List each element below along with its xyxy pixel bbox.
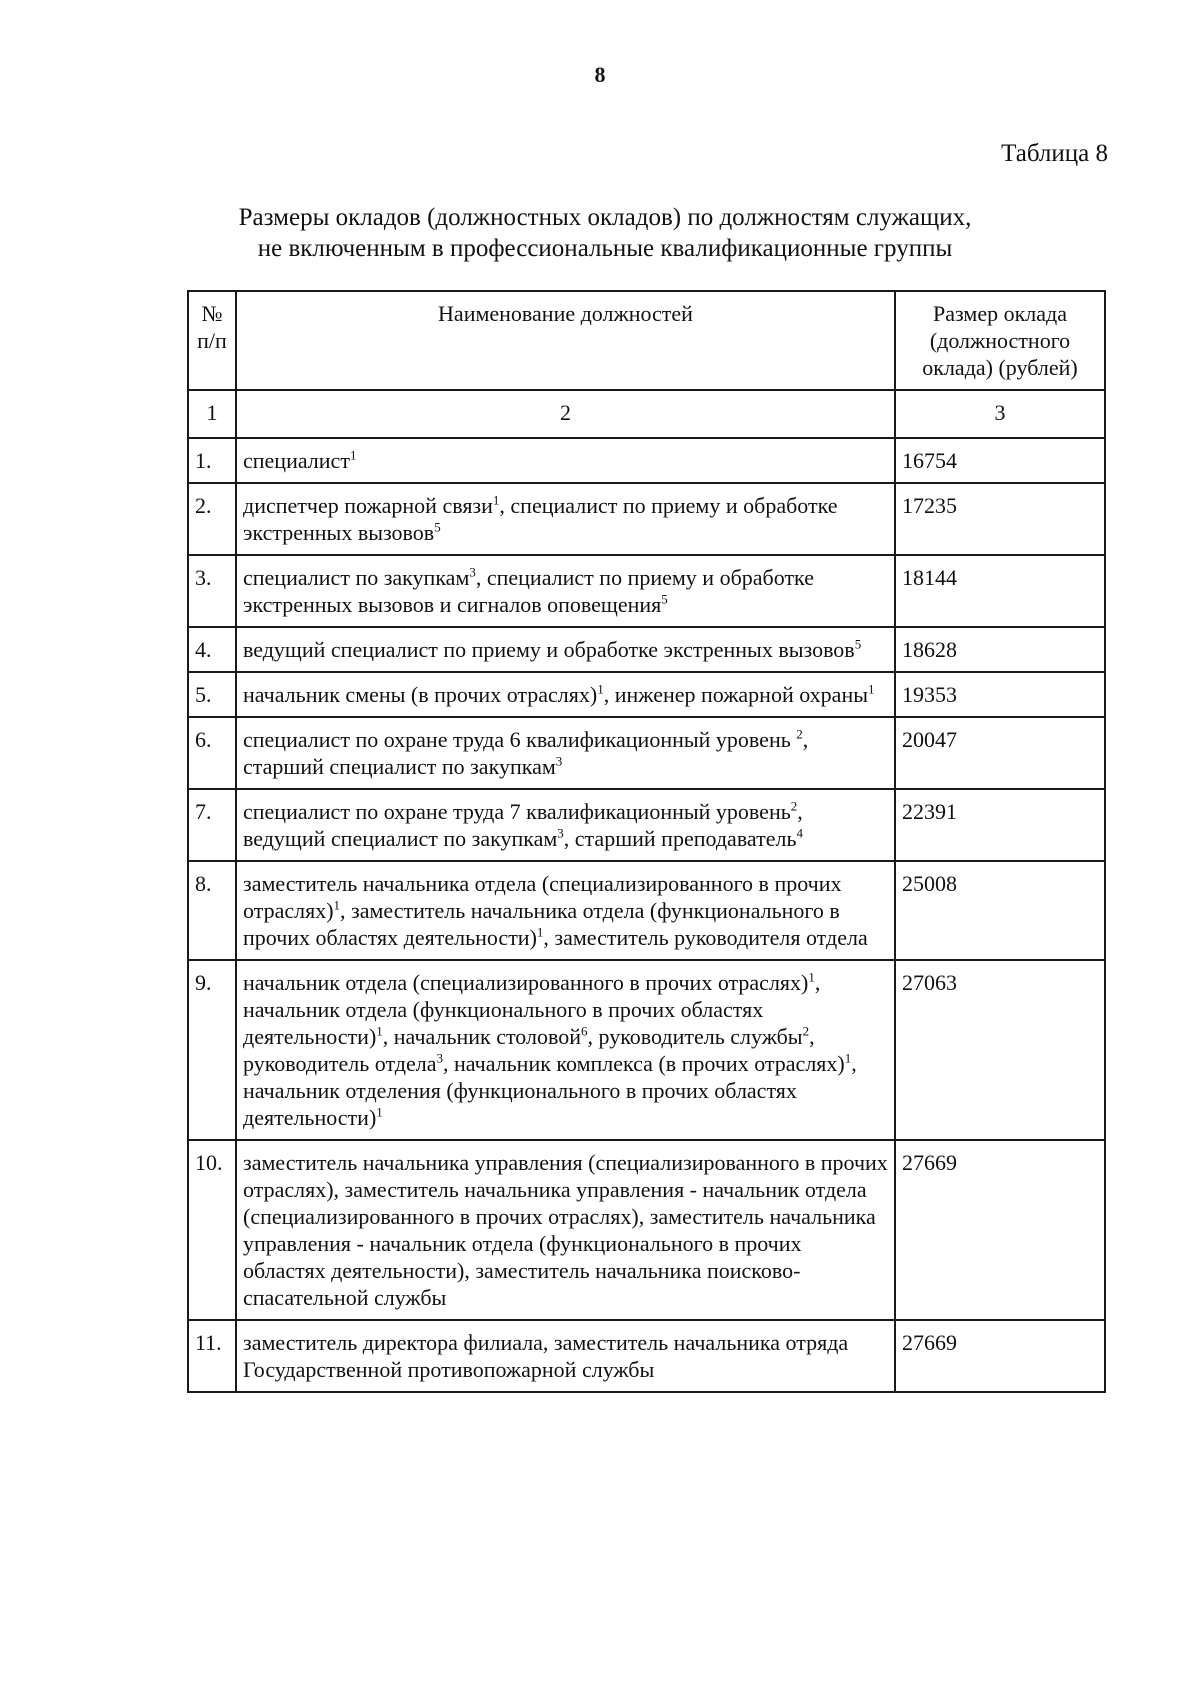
footnote-marker: 3 bbox=[555, 753, 563, 769]
header-number bbox=[188, 291, 236, 390]
table-row bbox=[188, 555, 1105, 627]
row-number: 3. bbox=[188, 555, 236, 627]
footnote-marker: 1 bbox=[536, 924, 544, 940]
position-text: , специалист по приему и обработке экстренных вызовов и сигналов оповещения bbox=[243, 565, 814, 617]
position-text: , руководитель отдела bbox=[243, 1024, 815, 1076]
position-name bbox=[236, 627, 895, 672]
position-text: , начальник столовой bbox=[382, 1024, 581, 1049]
footnote-marker: 5 bbox=[661, 591, 668, 607]
salary-value: 20047 bbox=[895, 717, 1105, 789]
position-text: , руководитель службы bbox=[587, 1024, 803, 1049]
header-position-name: Наименование должностей bbox=[236, 291, 895, 390]
row-number: 1. bbox=[188, 438, 236, 483]
position-text: специалист bbox=[243, 448, 350, 473]
position-name bbox=[236, 717, 895, 789]
position-text: , старший преподаватель bbox=[563, 826, 797, 851]
position-text: специалист по охране труда 6 квалификационный уровень bbox=[243, 727, 797, 752]
header-salary-line: Размер оклада bbox=[933, 301, 1067, 326]
table-row bbox=[188, 861, 1105, 960]
footnote-marker: 4 bbox=[796, 825, 803, 841]
table-row bbox=[188, 1140, 1105, 1320]
footnote-marker: 1 bbox=[349, 447, 357, 463]
salary-value: 18628 bbox=[895, 627, 1105, 672]
footnote-marker: 1 bbox=[333, 897, 341, 913]
row-number: 2. bbox=[188, 483, 236, 555]
position-name bbox=[236, 1320, 895, 1392]
row-number: 6. bbox=[188, 717, 236, 789]
position-text: , начальник отделения (функционального в прочих областях деятельности) bbox=[243, 1051, 857, 1130]
table-row bbox=[188, 438, 1105, 483]
title-line: Размеры окладов (должностных окладов) по должностям служащих, bbox=[238, 204, 972, 231]
page-number: 8 bbox=[594, 62, 606, 87]
footnote-marker: 1 bbox=[844, 1050, 852, 1066]
footnote-marker: 2 bbox=[802, 1023, 810, 1039]
column-number: 2 bbox=[236, 390, 895, 438]
position-name bbox=[236, 1140, 895, 1320]
salary-value: 27063 bbox=[895, 960, 1105, 1140]
table-row bbox=[188, 960, 1105, 1140]
footnote-marker: 5 bbox=[854, 636, 862, 652]
salary-value: 17235 bbox=[895, 483, 1105, 555]
footnote-marker: 1 bbox=[376, 1023, 383, 1039]
footnote-marker: 3 bbox=[557, 825, 564, 841]
position-text: , заместитель начальника отдела (функционального в прочих областях деятельности) bbox=[243, 898, 840, 950]
position-text: заместитель начальника управления (специализированного в прочих отраслях), заместитель начальника управления - начальник отдела (специализированного в прочих отраслях), заместитель начальника управления - начальник отдела (функционального в прочих областях деятельности), заместитель начальника поисково-спасательной службы bbox=[243, 1150, 888, 1310]
position-text: , заместитель руководителя отдела bbox=[543, 925, 868, 950]
position-name bbox=[236, 438, 895, 483]
position-text: заместитель директора филиала, заместитель начальника отряда Государственной противопожарной службы bbox=[243, 1330, 849, 1382]
column-number-row bbox=[188, 390, 1105, 438]
header-number-line: № bbox=[201, 301, 223, 326]
salary-value: 27669 bbox=[895, 1320, 1105, 1392]
footnote-marker: 3 bbox=[436, 1050, 443, 1066]
title-line: не включенным в профессиональные квалификационные группы bbox=[257, 235, 953, 262]
row-number: 11. bbox=[188, 1320, 236, 1392]
row-number: 9. bbox=[188, 960, 236, 1140]
footnote-marker: 1 bbox=[597, 681, 604, 697]
table-row bbox=[188, 717, 1105, 789]
footnote-marker: 5 bbox=[434, 519, 441, 535]
salary-value: 18144 bbox=[895, 555, 1105, 627]
table-row bbox=[188, 672, 1105, 717]
position-text: , специалист по приему и обработке экстренных вызовов bbox=[243, 493, 838, 545]
footnote-marker: 2 bbox=[790, 798, 798, 814]
footnote-marker: 6 bbox=[581, 1023, 588, 1039]
column-number: 3 bbox=[895, 390, 1105, 438]
header-salary-line: оклада) (рублей) bbox=[922, 355, 1078, 380]
position-text: диспетчер пожарной связи bbox=[243, 493, 493, 518]
table-row bbox=[188, 789, 1105, 861]
header-salary bbox=[895, 291, 1105, 390]
position-text: , инженер пожарной охраны bbox=[603, 682, 869, 707]
row-number: 8. bbox=[188, 861, 236, 960]
header-salary-line: (должностного bbox=[929, 328, 1071, 353]
position-text: начальник смены (в прочих отраслях) bbox=[243, 682, 598, 707]
position-text: , начальник отдела (функционального в прочих областях деятельности) bbox=[243, 970, 821, 1049]
position-text: , ведущий специалист по закупкам bbox=[243, 799, 803, 851]
table-label: Таблица 8 bbox=[1001, 140, 1108, 167]
position-text: специалист по закупкам bbox=[243, 565, 470, 590]
column-number: 1 bbox=[188, 390, 236, 438]
salary-value: 22391 bbox=[895, 789, 1105, 861]
position-name bbox=[236, 861, 895, 960]
footnote-marker: 1 bbox=[808, 969, 815, 985]
row-number: 5. bbox=[188, 672, 236, 717]
table-header-row bbox=[188, 291, 1105, 390]
position-text: начальник отдела (специализированного в прочих отраслях) bbox=[243, 970, 809, 995]
position-text: заместитель начальника отдела (специализированного в прочих отраслях) bbox=[243, 871, 842, 923]
salary-value: 25008 bbox=[895, 861, 1105, 960]
salary-table bbox=[187, 290, 1106, 1393]
row-number: 7. bbox=[188, 789, 236, 861]
document-title bbox=[150, 202, 1060, 264]
position-text: , начальник комплекса (в прочих отраслях) bbox=[442, 1051, 845, 1076]
position-name bbox=[236, 483, 895, 555]
position-text: специалист по охране труда 7 квалификационный уровень bbox=[243, 799, 791, 824]
position-name bbox=[236, 789, 895, 861]
salary-value: 16754 bbox=[895, 438, 1105, 483]
footnote-marker: 2 bbox=[796, 726, 803, 742]
row-number: 10. bbox=[188, 1140, 236, 1320]
position-text: , старший специалист по закупкам bbox=[243, 727, 809, 779]
footnote-marker: 1 bbox=[868, 681, 875, 697]
position-name bbox=[236, 960, 895, 1140]
salary-value: 19353 bbox=[895, 672, 1105, 717]
row-number: 4. bbox=[188, 627, 236, 672]
position-name bbox=[236, 672, 895, 717]
table-row bbox=[188, 627, 1105, 672]
position-text: ведущий специалист по приему и обработке экстренных вызовов bbox=[243, 637, 855, 662]
footnote-marker: 1 bbox=[376, 1104, 383, 1120]
position-name bbox=[236, 555, 895, 627]
footnote-marker: 1 bbox=[492, 492, 500, 508]
salary-value: 27669 bbox=[895, 1140, 1105, 1320]
table-row bbox=[188, 483, 1105, 555]
header-number-line: п/п bbox=[197, 328, 227, 353]
footnote-marker: 3 bbox=[469, 564, 476, 580]
table-row bbox=[188, 1320, 1105, 1392]
